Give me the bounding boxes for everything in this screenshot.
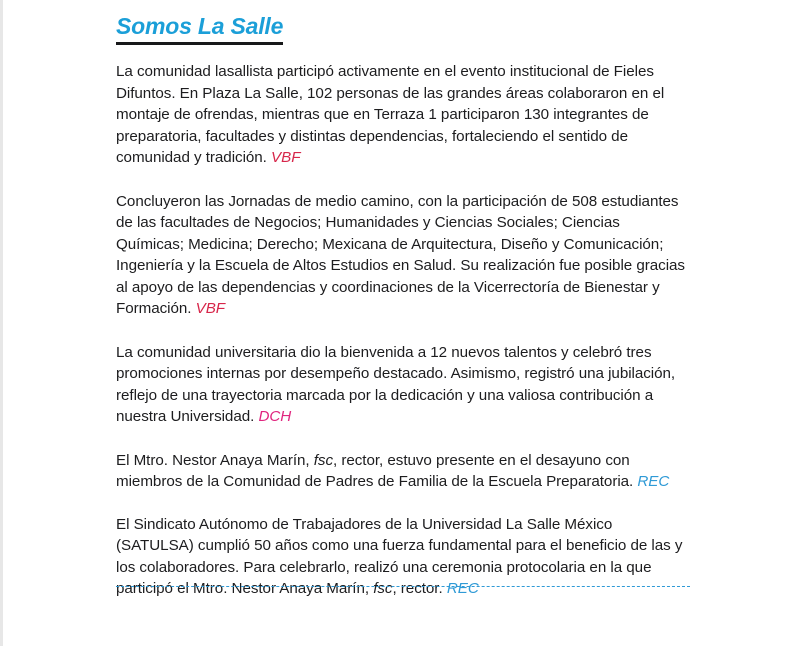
paragraph-3-text: La comunidad universitaria dio la bienvenida a 12 nuevos talentos y celebró tres promociones internas por desempeño destacado. Asimismo, registró una jubilación, reflejo de una trayectoria marcada por la dedicación y una valiosa contribución a nuestra Universidad.	[116, 343, 676, 425]
article-content	[116, 0, 690, 622]
left-margin-rule	[0, 0, 3, 646]
heading-block	[116, 0, 690, 45]
paragraph-3	[116, 342, 690, 428]
title-underline	[116, 42, 283, 45]
paragraph-2-source: VBF	[195, 300, 226, 317]
paragraph-4-text-after: , rector, estuvo presente en el desayuno con miembros de la Comunidad de Padres de Familia de la Escuela Preparatoria.	[116, 451, 634, 490]
paragraph-5-italic: fsc	[373, 580, 393, 597]
paragraph-1-source: VBF	[271, 149, 301, 166]
paragraph-1	[116, 61, 690, 169]
paragraph-4-italic: fsc	[313, 451, 334, 469]
paragraph-5-text-after: , rector.	[392, 580, 443, 597]
paragraph-4-source: REC	[637, 473, 670, 490]
paragraph-4-text-before: El Mtro. Nestor Anaya Marín,	[116, 451, 314, 469]
paragraph-5-text-before: El Sindicato Autónomo de Trabajadores de la Universidad La Salle México (SATULSA) cumplió 50 años como una fuerza fundamental para el beneficio de las y los colaboradores. Para celebrarlo, realizó una ceremonia protocolaria en la que participó el Mtro. Nestor Anaya Marín,	[116, 515, 683, 597]
paragraph-2-text: Concluyeron las Jornadas de medio camino, con la participación de 508 estudiantes de las facultades de Negocios; Humanidades y Ciencias Sociales; Ciencias Químicas; Medicina; Derecho; Mexicana de Arquitectura, Diseño y Comunicación; Ingeniería y la Escuela de Altos Estudios en Salud. Su realización fue posible gracias al apoyo de las dependencias y coordinaciones de la Vicerrectoría de Bienestar y Formación.	[116, 192, 685, 317]
paragraph-3-source: DCH	[258, 408, 292, 425]
paragraph-1-text: La comunidad lasallista participó activamente en el evento institucional de Fieles Difuntos. En Plaza La Salle, 102 personas de las grandes áreas colaboraron en el montaje de ofrendas, mientras que en Terraza 1 participaron 130 integrantes de preparatoria, facultades y distintas dependencias, fortaleciendo el sentido de comunidad y tradición.	[116, 63, 665, 166]
paragraph-4	[116, 450, 690, 493]
paragraph-2	[116, 191, 690, 320]
section-divider	[116, 586, 690, 587]
page-title: Somos La Salle	[116, 13, 284, 39]
paragraph-5-source: REC	[446, 580, 479, 597]
